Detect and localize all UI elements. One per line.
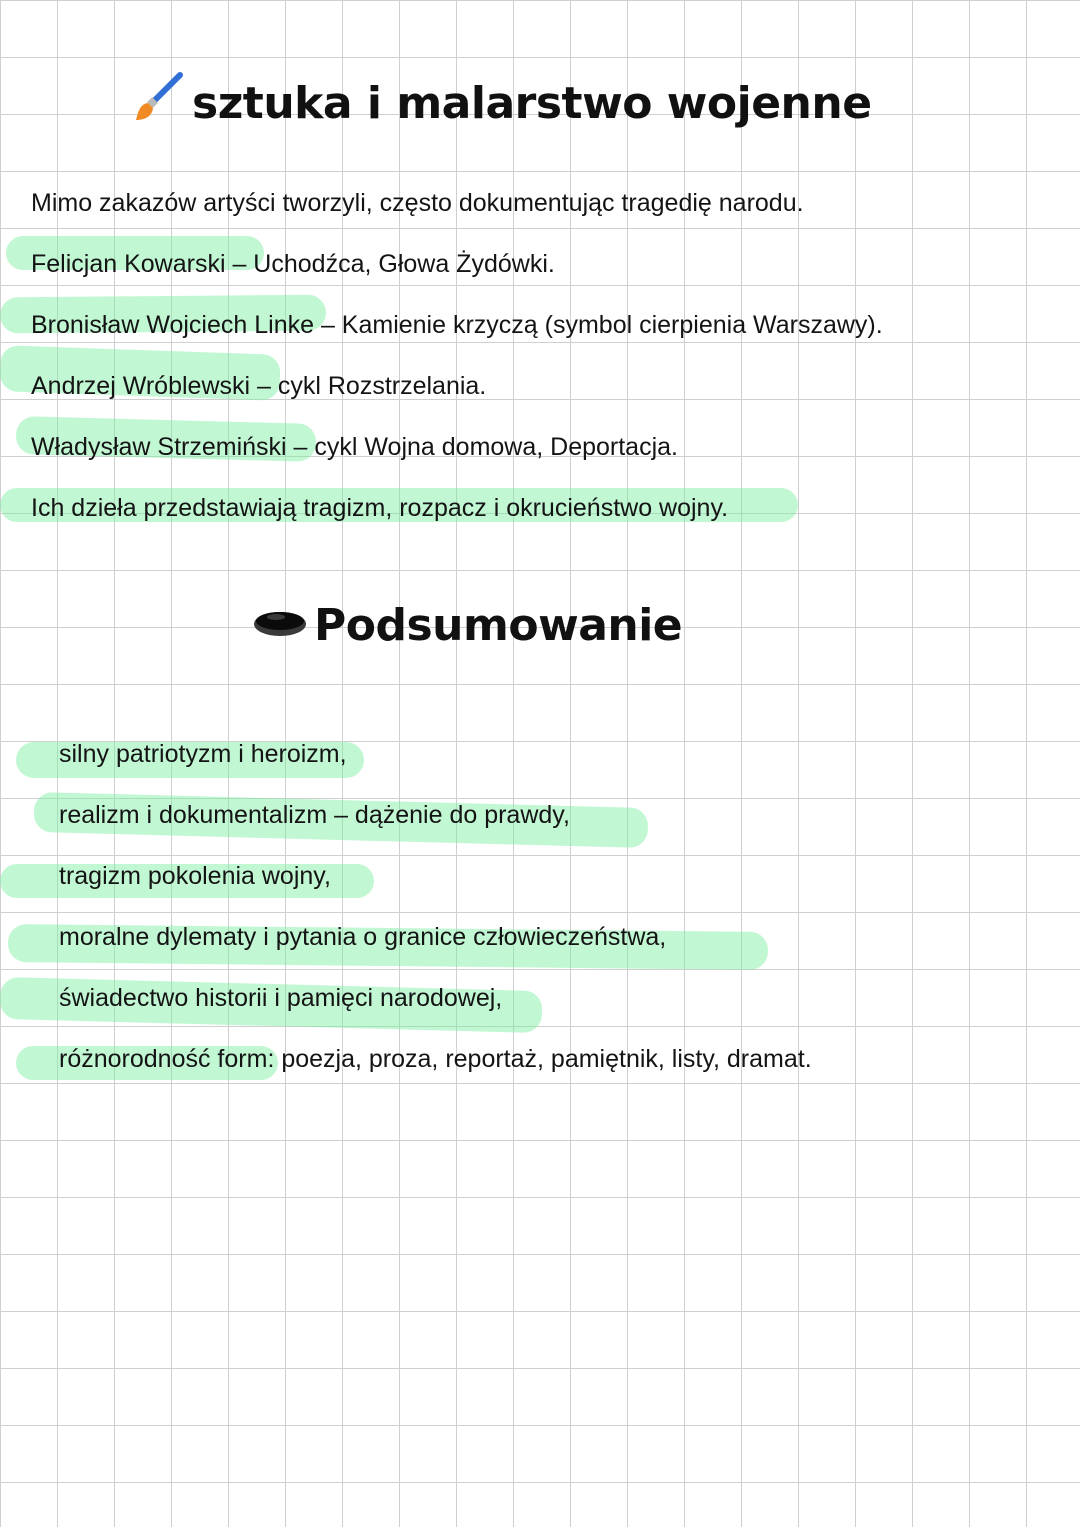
- summary-point: tragizm pokolenia wojny,: [59, 862, 331, 890]
- artist-works: – cykl Rozstrzelania.: [250, 372, 487, 400]
- artist-line: [31, 310, 883, 340]
- section-title-text: Podsumowanie: [314, 600, 683, 651]
- artist-name: Felicjan Kowarski: [31, 250, 226, 278]
- summary-point-highlighted: różnorodność form: [59, 1045, 268, 1073]
- summary-point: moralne dylematy i pytania o granice człowieczeństwa,: [59, 923, 667, 951]
- summary-point: silny patriotyzm i heroizm,: [59, 740, 347, 768]
- section-title-summary: [252, 600, 682, 651]
- paintbrush-icon: [130, 70, 186, 137]
- artist-line: [31, 432, 678, 462]
- summary-point: świadectwo historii i pamięci narodowej,: [59, 984, 503, 1012]
- hole-icon: [252, 600, 308, 651]
- summary-point: [59, 1044, 812, 1074]
- intro-text: Mimo zakazów artyści tworzyli, często dokumentując tragedię narodu.: [31, 189, 804, 217]
- section-title-text: sztuka i malarstwo wojenne: [192, 78, 872, 129]
- summary-point: realizm i dokumentalizm – dążenie do prawdy,: [59, 801, 570, 829]
- summary-point-rest: : poezja, proza, reportaż, pamiętnik, listy, dramat.: [267, 1045, 812, 1073]
- section-title-art: [130, 70, 872, 137]
- artist-works: – Uchodźca, Głowa Żydówki.: [225, 250, 555, 278]
- artist-line: [31, 249, 555, 279]
- artist-works: – Kamienie krzyczą (symbol cierpienia Warszawy).: [314, 311, 883, 339]
- artist-works: – cykl Wojna domowa, Deportacja.: [286, 433, 678, 461]
- artist-name: Władysław Strzemiński: [31, 433, 287, 461]
- artist-line: [31, 371, 486, 401]
- artist-name: Andrzej Wróblewski: [31, 372, 251, 400]
- artist-name: Bronisław Wojciech Linke: [31, 311, 314, 339]
- conclusion-text: Ich dzieła przedstawiają tragizm, rozpacz i okrucieństwo wojny.: [31, 494, 729, 522]
